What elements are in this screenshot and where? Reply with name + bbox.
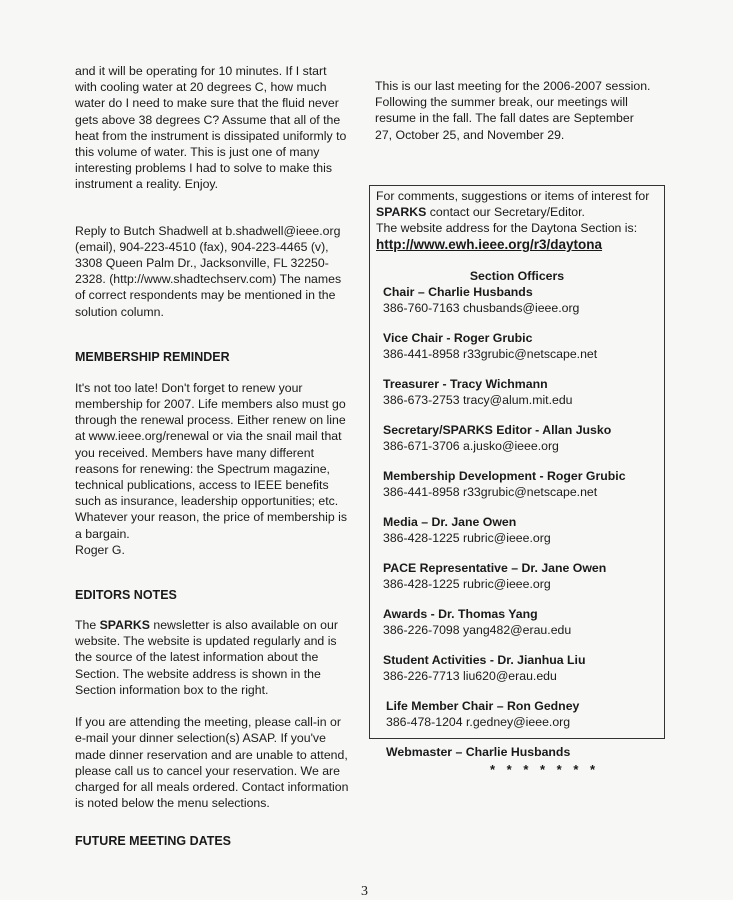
text-line: reasons for renewing: the Spectrum magazine, <box>75 461 330 476</box>
text-line: 27, October 25, and November 29. <box>375 127 565 142</box>
text-line: Section. The website address is shown in the <box>75 666 321 681</box>
officer-title: Webmaster – Charlie Husbands <box>386 745 571 759</box>
text-line: 2328. (http://www.shadtechserv.com) The names <box>75 272 342 287</box>
officer-entry <box>383 284 658 316</box>
box-line: For comments, suggestions or items of interest for <box>376 189 650 203</box>
text-line <box>75 617 355 633</box>
officer-title: Secretary/SPARKS Editor - Allan Jusko <box>383 423 612 437</box>
text-line: such as insurance, leadership opportunities; etc. <box>75 494 339 509</box>
officer-title: Awards - Dr. Thomas Yang <box>383 607 538 621</box>
box-line <box>376 204 658 220</box>
officer-contact: 386-478-1204 r.gedney@ieee.org <box>386 715 571 729</box>
text-line: instrument a reality. Enjoy. <box>75 177 219 192</box>
text-fragment: The <box>75 618 100 633</box>
officer-title: Life Member Chair – Ron Gedney <box>386 699 580 713</box>
officer-contact: 386-226-7098 yang482@erau.edu <box>383 623 572 637</box>
text-line: Whatever your reason, the price of membership is <box>75 510 348 525</box>
page-number: 3 <box>361 884 368 899</box>
officer-contact: 386-441-8958 r33grubic@netscape.net <box>383 485 598 499</box>
text-line: through the renewal process. Either renew on line <box>75 413 346 428</box>
officer-contact: 386-671-3706 a.jusko@ieee.org <box>383 439 559 453</box>
text-line: gets above 38 degrees C? Assume that all of the <box>75 112 341 127</box>
text-line: website. The website is updated regularly and is <box>75 634 337 649</box>
editors-paragraph-2 <box>75 714 355 811</box>
text-line: heat from the instrument is dissipated uniformly to <box>75 128 347 143</box>
officer-contact: 386-673-2753 tracy@alum.mit.edu <box>383 393 573 407</box>
officer-entry <box>383 330 658 362</box>
text-line: is noted below the menu selections. <box>75 796 270 811</box>
text-line: Following the summer break, our meetings will <box>375 95 628 110</box>
text-line: please call us to cancel your reservation. We are <box>75 763 340 778</box>
left-column <box>75 63 355 811</box>
officer-contact: 386-428-1225 rubric@ieee.org <box>383 531 551 545</box>
officer-title: Chair – Charlie Husbands <box>383 285 533 299</box>
text-fragment: newsletter is also available on our <box>149 618 338 633</box>
text-line: If you are attending the meeting, please call-in or <box>75 715 341 730</box>
text-line: solution column. <box>75 304 164 319</box>
officer-title: Media – Dr. Jane Owen <box>383 515 517 529</box>
editors-paragraph-1 <box>75 617 355 698</box>
text-line: (email), 904-223-4510 (fax), 904-223-4465 (v), <box>75 239 329 254</box>
officer-entry <box>386 698 658 730</box>
text-line: water do I need to make sure that the fluid never <box>75 96 339 111</box>
section-divider-stars: * * * * * * * <box>490 762 600 777</box>
text-fragment: contact our Secretary/Editor. <box>426 205 585 219</box>
text-line: technical publications, access to IEEE benefits <box>75 478 329 493</box>
officer-entry <box>383 376 658 408</box>
officer-entry <box>383 422 658 454</box>
membership-heading: MEMBERSHIP REMINDER <box>75 349 230 364</box>
sparks-name: SPARKS <box>99 618 150 633</box>
intro-paragraph <box>75 63 355 193</box>
officer-entry <box>383 652 658 684</box>
officer-title: Vice Chair - Roger Grubic <box>383 331 533 345</box>
officer-title: Treasurer - Tracy Wichmann <box>383 377 548 391</box>
last-meeting-paragraph <box>375 78 667 143</box>
text-line: This is our last meeting for the 2006-2007 session. <box>375 79 651 93</box>
officer-entry <box>383 606 658 638</box>
text-line: the source of the latest information about the <box>75 650 319 665</box>
officer-contact: 386-226-7713 liu620@erau.edu <box>383 669 557 683</box>
text-line: 3308 Queen Palm Dr., Jacksonville, FL 32250- <box>75 256 329 271</box>
text-line: this volume of water. This is just one of many <box>75 145 320 160</box>
reply-paragraph <box>75 223 355 320</box>
text-line: charged for all meals ordered. Contact information <box>75 779 349 794</box>
text-line: and it will be operating for 10 minutes. If I start <box>75 64 327 78</box>
officer-entry <box>383 468 658 500</box>
text-line: membership for 2007. Life members also must go <box>75 397 346 412</box>
text-line: with cooling water at 20 degrees C, how much <box>75 80 327 95</box>
text-line: resume in the fall. The fall dates are September <box>375 111 634 126</box>
text-line: at www.ieee.org/renewal or via the snail mail that <box>75 429 342 444</box>
editors-heading: EDITORS NOTES <box>75 588 177 603</box>
text-line: Reply to Butch Shadwell at b.shadwell@ieee.org <box>75 223 341 238</box>
text-line: interesting problems I had to solve to make this <box>75 161 332 176</box>
text-line: you received. Members have many different <box>75 445 314 460</box>
daytona-website-link[interactable]: http://www.ewh.ieee.org/r3/daytona <box>376 237 603 252</box>
officer-entry <box>383 514 658 546</box>
box-line: The website address for the Daytona Section is: <box>376 221 638 235</box>
membership-paragraph <box>75 380 355 558</box>
officer-entry <box>383 560 658 592</box>
right-column <box>375 78 667 143</box>
text-line: It's not too late! Don't forget to renew your <box>75 380 303 395</box>
text-line: e-mail your dinner selection(s) ASAP. If you've <box>75 731 326 746</box>
sparks-name: SPARKS <box>376 205 427 219</box>
section-officers-title: Section Officers <box>469 269 565 283</box>
text-line: made dinner reservation and are unable to attend, <box>75 747 348 762</box>
officer-contact: 386-441-8958 r33grubic@netscape.net <box>383 347 598 361</box>
officer-title: PACE Representative – Dr. Jane Owen <box>383 561 607 575</box>
officer-title: Student Activities - Dr. Jianhua Liu <box>383 653 586 667</box>
signature-line: Roger G. <box>75 542 125 557</box>
officer-contact: 386-428-1225 rubric@ieee.org <box>383 577 551 591</box>
officer-contact: 386-760-7163 chusbands@ieee.org <box>383 301 580 315</box>
section-info-box <box>369 185 665 759</box>
future-meeting-heading: FUTURE MEETING DATES <box>75 834 232 848</box>
text-line: Section information box to the right. <box>75 682 269 697</box>
text-line: of correct respondents may be mentioned in the <box>75 288 336 303</box>
officer-entry <box>386 744 658 760</box>
text-line: a bargain. <box>75 526 130 541</box>
officer-title: Membership Development - Roger Grubic <box>383 469 626 483</box>
